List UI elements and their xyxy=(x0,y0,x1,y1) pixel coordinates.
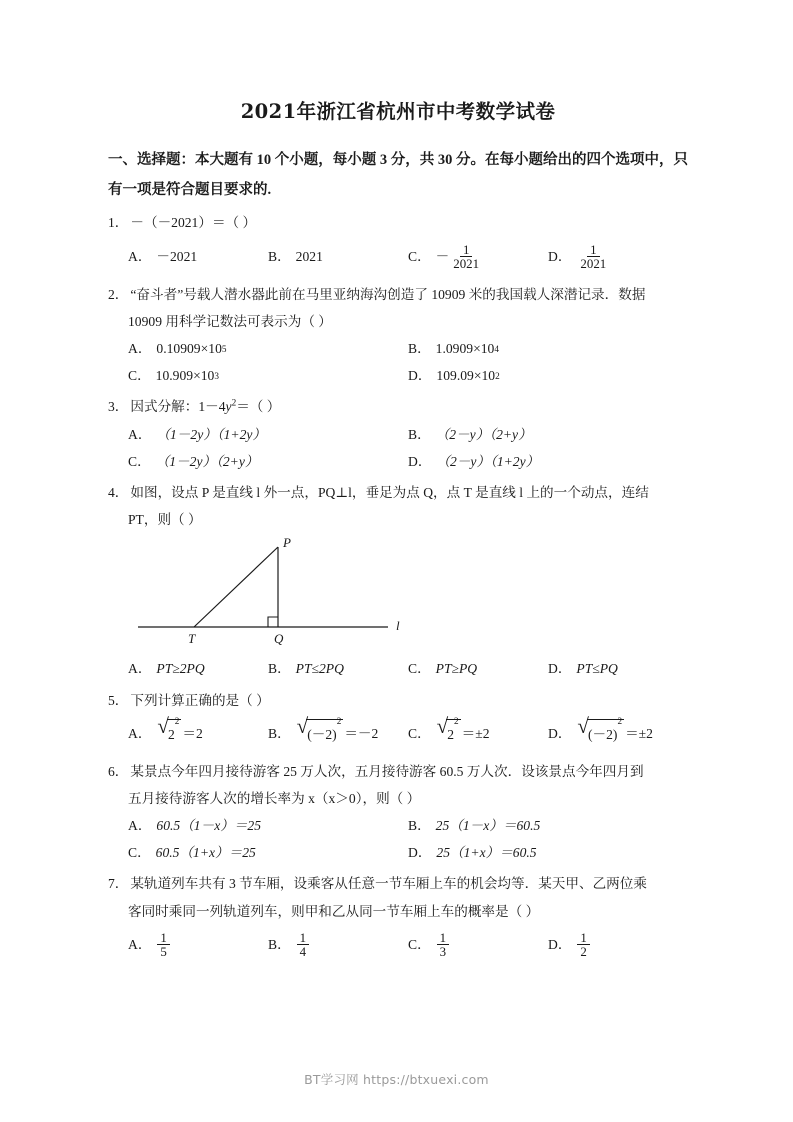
option-row xyxy=(128,362,688,389)
question-4-text: 如图，设点 P 是直线 l 外一点，PQ⊥l，垂足为点 Q，点 T 是直线 l 上的一个动点，连结 xyxy=(130,484,649,500)
question-3-stem xyxy=(108,393,688,420)
question-2-option-c[interactable]: C． 10.909 × 10 3 xyxy=(128,362,408,389)
option-text: （2－y）（2+y） xyxy=(435,426,532,442)
fraction-denominator: 2021 xyxy=(453,256,480,272)
times-symbol: × xyxy=(193,368,201,384)
option-label: D． xyxy=(408,845,432,861)
radical xyxy=(436,714,461,748)
radicand: 2 xyxy=(447,727,455,743)
option-text: 60.5（1－x）＝25 xyxy=(156,818,262,834)
option-result: ＝2 xyxy=(182,726,203,742)
exponent: 2 xyxy=(231,397,237,408)
figure-point-p-label: P xyxy=(283,535,291,551)
option-row xyxy=(128,421,688,448)
question-4-option-c[interactable] xyxy=(408,655,548,682)
question-3-option-d[interactable] xyxy=(408,448,688,475)
question-6-number: 6． xyxy=(108,763,129,779)
option-row xyxy=(128,812,688,839)
question-6-options xyxy=(108,812,688,866)
question-2-option-a[interactable]: A． 0.10909 × 10 5 xyxy=(128,335,408,362)
question-1-option-c[interactable] xyxy=(408,243,548,271)
option-label: C． xyxy=(408,937,431,953)
question-3-options xyxy=(108,421,688,475)
question-7-number: 7． xyxy=(108,876,129,892)
figure-line-l-label: l xyxy=(396,618,400,634)
option-label: D． xyxy=(408,453,432,469)
question-7-option-d[interactable] xyxy=(548,931,688,959)
question-3-option-a[interactable] xyxy=(128,421,408,448)
question-1-option-b[interactable] xyxy=(268,243,408,270)
option-label: A． xyxy=(128,426,152,442)
question-5-option-d[interactable] xyxy=(548,714,688,748)
question-5-stem xyxy=(108,687,688,714)
question-4-number: 4． xyxy=(108,484,129,500)
option-text: 2021 xyxy=(295,249,323,265)
fraction-numerator: 1 xyxy=(577,931,589,946)
question-2-option-b[interactable]: B． 1.0909 × 10 4 xyxy=(408,335,688,362)
question-6-stem xyxy=(108,758,688,785)
option-row xyxy=(128,655,688,682)
question-1-options xyxy=(108,237,688,277)
option-text: －2021 xyxy=(156,249,198,265)
question-3-text-end: ＝（ ） xyxy=(236,399,281,415)
question-7-option-a[interactable] xyxy=(128,931,268,959)
option-label: B． xyxy=(408,426,431,442)
question-5-option-b[interactable] xyxy=(268,714,408,748)
section-heading: 一、选择题：本大题有 10 个小题，每小题 3 分，共 30 分。在每小题给出的四个选项中，只有一项是符合题目要求的. xyxy=(108,152,688,198)
question-6-option-a[interactable] xyxy=(128,812,408,839)
question-1-option-d[interactable] xyxy=(548,243,688,271)
option-text: PT≤PQ xyxy=(576,661,618,677)
option-text: （1－2y）（1+2y） xyxy=(156,426,267,442)
question-7-text: 某轨道列车共有 3 节车厢，设乘客从任意一节车厢上车的机会均等．某天甲、乙两位乘 xyxy=(130,876,647,892)
option-label: A． xyxy=(128,661,152,677)
variable: y xyxy=(225,399,232,415)
question-2-number: 2． xyxy=(108,286,129,302)
question-7 xyxy=(108,870,688,964)
site-watermark: BT学习网 https://btxuexi.com xyxy=(304,1072,489,1087)
question-1-text: －（－2021）＝（ ） xyxy=(130,215,257,231)
question-1-number: 1． xyxy=(108,215,129,231)
question-7-options xyxy=(108,925,688,965)
question-5-options xyxy=(108,714,688,754)
mantissa: 0.10909 xyxy=(156,341,201,356)
radicand-group: 2 2 xyxy=(446,719,460,748)
fraction-numerator: 1 xyxy=(297,931,309,946)
option-label: B． xyxy=(268,726,291,742)
radicand: (－2) xyxy=(588,727,618,743)
radicand: 2 xyxy=(168,727,175,743)
question-1-option-a[interactable] xyxy=(128,243,268,270)
radical xyxy=(296,714,344,748)
option-label: C． xyxy=(128,845,151,861)
question-7-option-b[interactable] xyxy=(268,931,408,959)
mantissa: 109.09 xyxy=(436,368,474,384)
base: 10 xyxy=(480,341,495,356)
question-4-option-b[interactable] xyxy=(268,655,408,682)
question-5-number: 5． xyxy=(108,692,129,708)
figure-point-t-label: T xyxy=(188,631,196,647)
option-label: B． xyxy=(408,341,431,356)
fraction-denominator: 2 xyxy=(580,944,587,960)
question-7-stem xyxy=(108,870,688,897)
question-5-option-c[interactable] xyxy=(408,714,548,748)
question-7-stem-cont: 客同时乘同一列轨道列车，则甲和乙从同一节车厢上车的概率是（ ） xyxy=(128,903,540,919)
times-symbol: × xyxy=(473,341,481,356)
question-1-stem xyxy=(108,209,688,236)
question-2-stem-cont: 10909 用科学记数法可表示为（ ） xyxy=(128,313,332,329)
option-result: ＝±2 xyxy=(625,726,653,742)
option-row xyxy=(128,448,688,475)
radical-sign: √ xyxy=(436,714,449,739)
option-text: PT≤2PQ xyxy=(295,661,344,677)
radicand: (－2) xyxy=(307,727,337,743)
question-6-stem-cont: 五月接待游客人次的增长率为 x（x＞0），则（ ） xyxy=(128,790,421,806)
option-text: （2－y）（1+2y） xyxy=(436,453,540,469)
question-6-option-d[interactable] xyxy=(408,839,688,866)
option-label: B． xyxy=(268,249,291,265)
question-2-option-d[interactable]: D． 109.09 × 10 2 xyxy=(408,362,688,389)
question-1 xyxy=(108,209,688,276)
option-label: A． xyxy=(128,249,152,265)
option-label: D． xyxy=(548,937,572,953)
minus-sign: － xyxy=(435,249,450,265)
option-label: D． xyxy=(548,249,572,265)
fraction xyxy=(450,243,482,271)
option-label: C． xyxy=(408,249,431,265)
radicand-group: (－2) 2 xyxy=(306,719,343,748)
question-5-option-a[interactable] xyxy=(128,714,268,748)
option-row xyxy=(128,335,688,362)
fraction xyxy=(297,931,309,959)
option-label: B． xyxy=(408,818,431,834)
question-6-text: 某景点今年四月接待游客 25 万人次，五月接待游客 60.5 万人次．设该景点今年四月到 xyxy=(130,763,644,779)
question-4-figure xyxy=(108,535,688,653)
times-symbol: × xyxy=(473,368,482,384)
fraction xyxy=(577,243,609,271)
page-content xyxy=(108,96,688,969)
option-text: 60.5（1+x）＝25 xyxy=(155,845,256,861)
option-result: ＝±2 xyxy=(461,726,490,742)
option-label: C． xyxy=(128,453,151,469)
base: 10 xyxy=(481,368,496,384)
question-2-text: “奋斗者”号载人潜水器此前在马里亚纳海沟创造了 10909 米的我国载人深潜记录．数据 xyxy=(130,286,646,302)
option-text: PT≥PQ xyxy=(435,661,478,677)
option-label: B． xyxy=(268,661,291,677)
question-3 xyxy=(108,393,688,475)
option-row xyxy=(128,714,688,754)
fraction-denominator: 4 xyxy=(299,944,307,960)
radicand-group: (－2) 2 xyxy=(587,719,624,748)
question-6-option-c[interactable] xyxy=(128,839,408,866)
base: 10 xyxy=(200,368,215,384)
geometry-diagram xyxy=(138,535,438,653)
fraction xyxy=(157,931,169,959)
question-4-options xyxy=(108,655,688,682)
question-5 xyxy=(108,687,688,754)
question-4-stem-cont: PT，则（ ） xyxy=(128,512,202,528)
fraction-numerator: 1 xyxy=(587,243,599,258)
radical-sign: √ xyxy=(577,714,589,739)
fraction-denominator: 5 xyxy=(160,944,167,960)
fraction-denominator: 3 xyxy=(439,944,447,960)
question-2 xyxy=(108,281,688,390)
question-2-stem xyxy=(108,281,688,308)
option-row xyxy=(128,237,688,277)
fraction-numerator: 1 xyxy=(157,931,169,946)
option-label: D． xyxy=(408,368,432,384)
option-label: A． xyxy=(128,818,152,834)
question-6 xyxy=(108,758,688,867)
question-3-number: 3． xyxy=(108,399,129,415)
fraction xyxy=(577,931,589,959)
option-label: C． xyxy=(408,726,431,742)
mantissa: 1.0909 xyxy=(435,341,474,356)
option-label: C． xyxy=(408,661,431,677)
question-7-option-c[interactable] xyxy=(408,931,548,959)
fraction-numerator: 1 xyxy=(437,931,449,946)
question-2-options xyxy=(108,335,688,389)
question-3-text: 因式分解：1－4 xyxy=(130,399,226,415)
question-4 xyxy=(108,479,688,683)
option-row xyxy=(128,925,688,965)
question-4-option-d[interactable] xyxy=(548,655,688,682)
question-4-stem xyxy=(108,479,688,506)
radical-sign: √ xyxy=(157,714,169,739)
radical xyxy=(577,714,624,748)
option-row xyxy=(128,839,688,866)
option-label: A． xyxy=(128,341,152,356)
question-6-option-b[interactable] xyxy=(408,812,688,839)
option-label: B． xyxy=(268,937,291,953)
option-text: PT≥2PQ xyxy=(156,661,205,677)
radical xyxy=(157,714,181,748)
option-text: 25（1－x）＝60.5 xyxy=(435,818,541,834)
times-symbol: × xyxy=(200,341,209,356)
fraction-denominator: 2021 xyxy=(580,256,607,272)
option-label: D． xyxy=(548,726,572,742)
question-4-option-a[interactable] xyxy=(128,655,268,682)
option-text: （1－2y）（2+y） xyxy=(155,453,259,469)
base: 10 xyxy=(208,341,222,356)
option-result: ＝－2 xyxy=(344,726,379,742)
option-label: C． xyxy=(128,368,151,384)
mantissa: 10.909 xyxy=(155,368,194,384)
option-text: 25（1+x）＝60.5 xyxy=(436,845,537,861)
radical-sign: √ xyxy=(296,714,309,739)
option-label: D． xyxy=(548,661,572,677)
fraction-numerator: 1 xyxy=(460,243,472,258)
page-title: 2021年浙江省杭州市中考数学试卷 xyxy=(240,100,556,123)
question-3-option-b[interactable] xyxy=(408,421,688,448)
fraction xyxy=(437,931,449,959)
radicand-group: 2 2 xyxy=(167,719,181,748)
question-3-option-c[interactable] xyxy=(128,448,408,475)
figure-point-q-label: Q xyxy=(274,631,284,647)
option-label: A． xyxy=(128,937,152,953)
question-5-text: 下列计算正确的是（ ） xyxy=(130,692,270,708)
option-label: A． xyxy=(128,726,152,742)
